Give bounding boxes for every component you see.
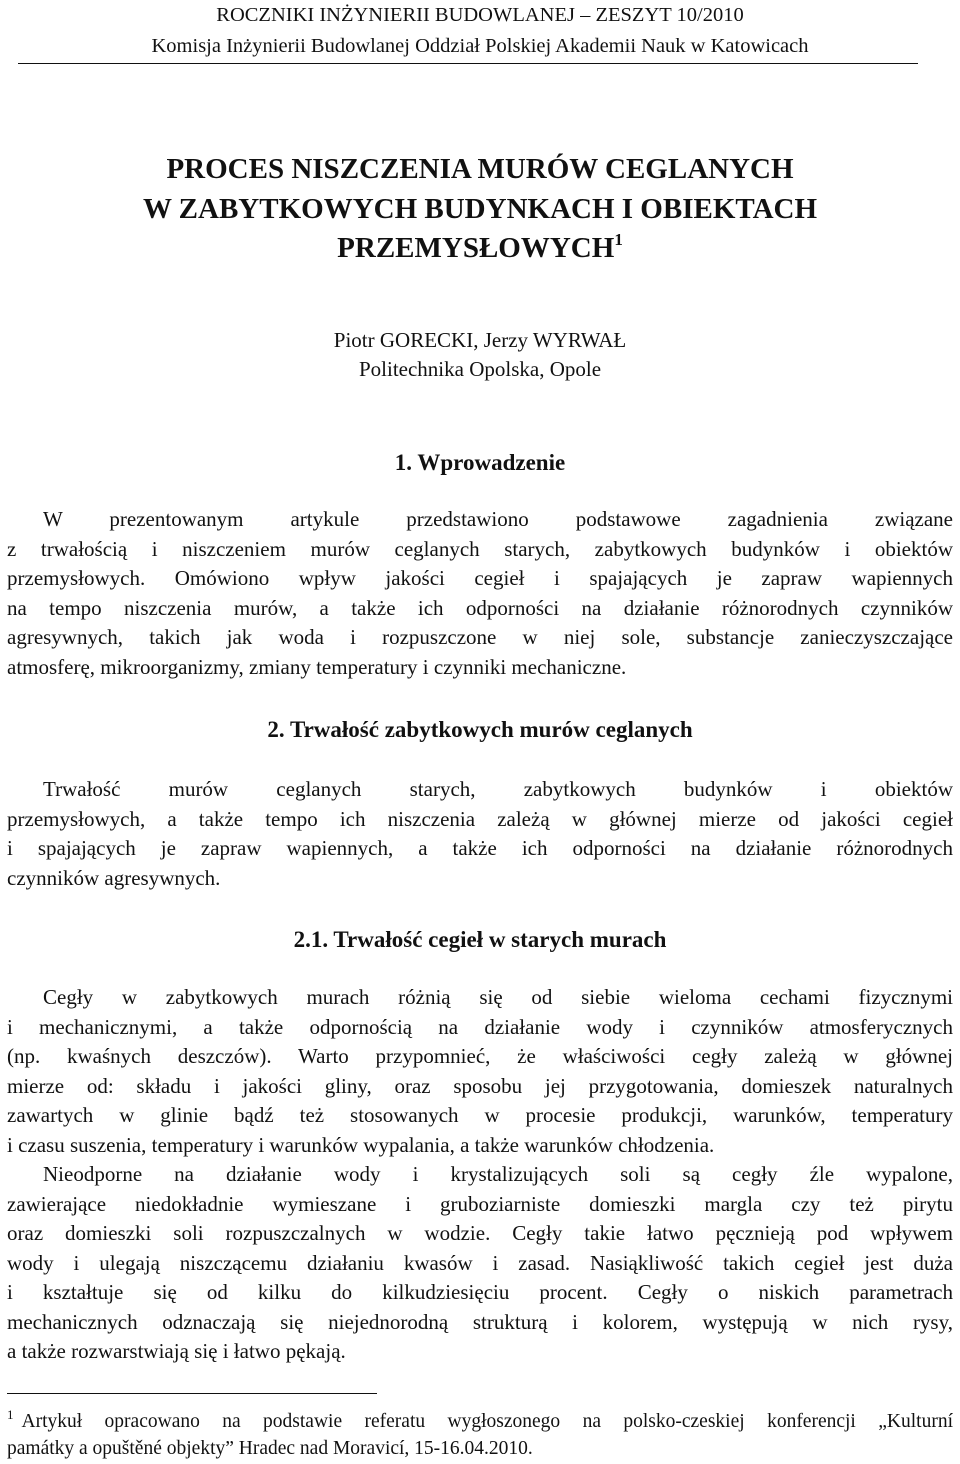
text-line: zawartych w glinie bądź też stosowanych w procesie produkcji, warunków, temperatury: [7, 1103, 953, 1127]
section-2-heading: 2. Trwałość zabytkowych murów ceglanych: [267, 717, 693, 742]
header-divider: [18, 63, 918, 64]
text-line: agresywnych, takich jak woda i rozpuszczone w niej sole, substancje zanieczyszczające: [7, 625, 953, 649]
text-line: i czasu suszenia, temperatury i warunków wypalania, a także warunków chłodzenia.: [7, 1132, 715, 1157]
text-line: mierze od: składu i jakości gliny, oraz sposobu jej przygotowania, domieszek naturalnych: [7, 1073, 953, 1098]
text-line: a także rozwarstwiają się i łatwo pękają.: [7, 1339, 346, 1363]
text-line: i mechanicznymi, a także odpornością na działanie wody i czynników atmosferycznych: [7, 1014, 953, 1039]
text-line: Nieodporne na działanie wody i krystalizujących soli są cegły źle wypalone,: [43, 1162, 953, 1186]
footnote-line-1: [7, 1408, 953, 1435]
authors: Piotr GORECKI, Jerzy WYRWAŁ: [333, 328, 627, 352]
publisher-header: Komisja Inżynierii Budowlanej Oddział Polskiej Akademii Nauk w Katowicach: [151, 35, 809, 57]
title-line-3: [0, 231, 960, 265]
title-line-1: PROCES NISZCZENIA MURÓW CEGLANYCH: [166, 153, 794, 185]
section-2-1-paragraph-1: [7, 983, 953, 1160]
journal-header: ROCZNIKI INŻYNIERII BUDOWLANEJ – ZESZYT 10/2010: [216, 4, 744, 26]
text-line: Trwałość murów ceglanych starych, zabytkowych budynków i obiektów: [43, 777, 953, 801]
title-line-2: W ZABYTKOWYCH BUDYNKACH I OBIEKTACH: [142, 193, 818, 225]
text-line: z trwałością i niszczeniem murów ceglanych starych, zabytkowych budynków i obiektów: [7, 536, 953, 561]
footnote-line-2: památky a opuštěné objekty” Hradec nad Moravicí, 15-16.04.2010.: [7, 1438, 533, 1459]
section-2-paragraph: [7, 775, 953, 893]
text-line: i spajających je zapraw wapiennych, a także ich odporności na działanie różnorodnych: [7, 836, 953, 860]
section-1-paragraph: [7, 505, 953, 682]
text-line: oraz domieszki soli rozpuszczalnych w wodzie. Cegły takie łatwo pęcznieją pod wpływem: [7, 1221, 953, 1245]
affiliation: Politechnika Opolska, Opole: [358, 357, 602, 381]
text-line: i kształtuje się od kilku do kilkudziesięciu procent. Cegły o niskich parametrach: [7, 1280, 953, 1304]
section-2-1-heading: 2.1. Trwałość cegieł w starych murach: [293, 927, 667, 952]
footnote-text-1: Artykuł opracowano na podstawie referatu wygłoszonego na polsko-czeskiej konferencji „Kulturní: [21, 1411, 953, 1432]
section-2-1-paragraph-2: [7, 1160, 953, 1367]
text-line: W prezentowanym artykule przedstawiono podstawowe zagadnienia związane: [43, 507, 953, 531]
text-line: przemysłowych. Omówiono wpływ jakości cegieł i spajających je zapraw wapiennych: [7, 566, 953, 590]
text-line: na tempo niszczenia murów, a także ich odporności na działanie różnorodnych czynników: [7, 595, 953, 620]
text-line: mechanicznych odznaczają się niejednorodną strukturą i kolorem, występują w nich rysy,: [7, 1309, 953, 1334]
footnote-mark: 1: [7, 1407, 14, 1422]
footnote-divider: [7, 1393, 377, 1394]
text-line: Cegły w zabytkowych murach różnią się od siebie wieloma cechami fizycznymi: [43, 985, 953, 1009]
text-line: czynników agresywnych.: [7, 865, 221, 890]
footnote: [7, 1408, 953, 1462]
title-line-3-text: PRZEMYSŁOWYCH: [337, 232, 615, 264]
text-line: wody i ulegają niszczącemu działaniu kwasów i zasad. Nasiąkliwość takich cegieł jest duża: [7, 1250, 953, 1275]
text-line: atmosferę, mikroorganizmy, zmiany temperatury i czynniki mechaniczne.: [7, 654, 627, 679]
section-1-heading: 1. Wprowadzenie: [394, 450, 566, 475]
title-footnote-mark: 1: [614, 230, 623, 249]
text-line: przemysłowych, a także tempo ich niszczenia zależą w głównej mierze od jakości cegieł: [7, 806, 953, 831]
text-line: (np. kwaśnych deszczów). Warto przypomnieć, że właściwości cegły zależą w głównej: [7, 1044, 953, 1068]
text-line: zawierające niedokładnie wymieszane i gruboziarniste domieszki margla czy też pirytu: [7, 1191, 953, 1216]
